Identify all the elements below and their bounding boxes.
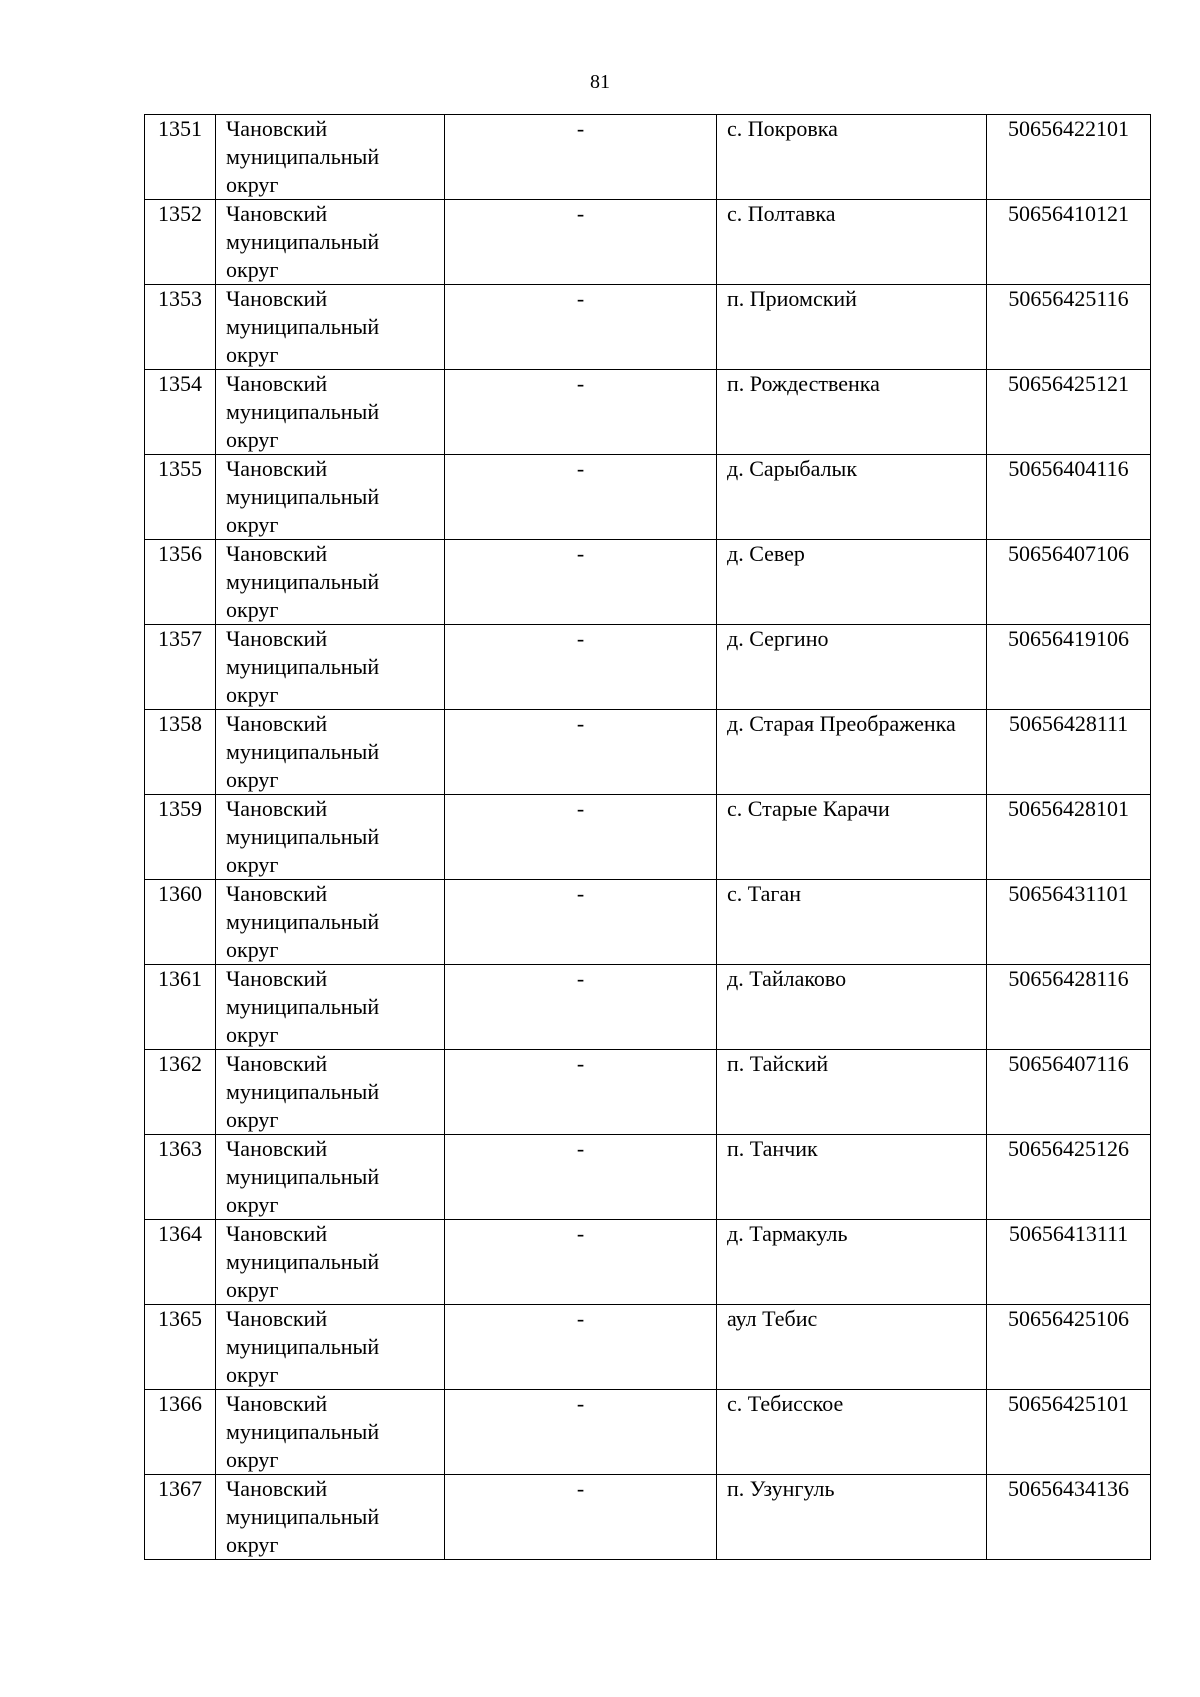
district-cell bbox=[216, 540, 445, 625]
row-number-cell-text: 1359 bbox=[158, 796, 202, 821]
row-number-cell bbox=[145, 965, 216, 1050]
district-cell-text: Чановский муниципальный округ bbox=[226, 881, 380, 962]
row-number-cell bbox=[145, 795, 216, 880]
row-number-cell bbox=[145, 1390, 216, 1475]
code-cell bbox=[987, 1390, 1151, 1475]
code-cell bbox=[987, 370, 1151, 455]
district-cell bbox=[216, 880, 445, 965]
table-row bbox=[145, 115, 1151, 200]
district-cell bbox=[216, 1390, 445, 1475]
table-body bbox=[145, 115, 1151, 1560]
row-number-cell-text: 1358 bbox=[158, 711, 202, 736]
locality-cell-text: д. Старая Преображенка bbox=[727, 711, 956, 736]
dash-cell bbox=[445, 455, 717, 540]
district-cell bbox=[216, 710, 445, 795]
table-row bbox=[145, 1135, 1151, 1220]
code-cell-text: 50656425121 bbox=[1008, 371, 1129, 396]
code-cell bbox=[987, 200, 1151, 285]
code-cell bbox=[987, 795, 1151, 880]
row-number-cell bbox=[145, 115, 216, 200]
district-cell bbox=[216, 1050, 445, 1135]
locality-cell-text: д. Тармакуль bbox=[727, 1221, 848, 1246]
code-cell bbox=[987, 880, 1151, 965]
locality-cell bbox=[717, 200, 987, 285]
row-number-cell bbox=[145, 625, 216, 710]
locality-cell-text: п. Узунгуль bbox=[727, 1476, 835, 1501]
district-cell-text: Чановский муниципальный округ bbox=[226, 1391, 380, 1472]
district-cell bbox=[216, 1305, 445, 1390]
dash-cell bbox=[445, 880, 717, 965]
row-number-cell bbox=[145, 1220, 216, 1305]
dash-cell-text: - bbox=[576, 371, 585, 396]
table-row bbox=[145, 1220, 1151, 1305]
row-number-cell-text: 1352 bbox=[158, 201, 202, 226]
code-cell bbox=[987, 1050, 1151, 1135]
row-number-cell-text: 1360 bbox=[158, 881, 202, 906]
code-cell-text: 50656407106 bbox=[1008, 541, 1129, 566]
district-cell bbox=[216, 455, 445, 540]
dash-cell-text: - bbox=[576, 881, 585, 906]
locality-cell bbox=[717, 965, 987, 1050]
dash-cell-text: - bbox=[576, 1221, 585, 1246]
row-number-cell bbox=[145, 1050, 216, 1135]
code-cell-text: 50656422101 bbox=[1008, 116, 1129, 141]
row-number-cell-text: 1357 bbox=[158, 626, 202, 651]
district-cell bbox=[216, 795, 445, 880]
district-cell bbox=[216, 115, 445, 200]
dash-cell bbox=[445, 370, 717, 455]
code-cell bbox=[987, 1475, 1151, 1560]
row-number-cell-text: 1365 bbox=[158, 1306, 202, 1331]
code-cell-text: 50656428116 bbox=[1008, 966, 1129, 991]
table-row bbox=[145, 1390, 1151, 1475]
code-cell-text: 50656428111 bbox=[1008, 711, 1129, 736]
code-cell bbox=[987, 710, 1151, 795]
dash-cell bbox=[445, 795, 717, 880]
code-cell-text: 50656410121 bbox=[1008, 201, 1129, 226]
locality-cell-text: с. Покровка bbox=[727, 116, 838, 141]
code-cell bbox=[987, 1135, 1151, 1220]
dash-cell bbox=[445, 1305, 717, 1390]
code-cell bbox=[987, 455, 1151, 540]
locality-cell bbox=[717, 540, 987, 625]
table-row bbox=[145, 710, 1151, 795]
dash-cell-text: - bbox=[576, 966, 585, 991]
row-number-cell-text: 1353 bbox=[158, 286, 202, 311]
district-cell-text: Чановский муниципальный округ bbox=[226, 1306, 380, 1387]
dash-cell bbox=[445, 625, 717, 710]
row-number-cell-text: 1367 bbox=[158, 1476, 202, 1501]
row-number-cell-text: 1364 bbox=[158, 1221, 202, 1246]
district-cell-text: Чановский муниципальный округ bbox=[226, 711, 380, 792]
dash-cell bbox=[445, 200, 717, 285]
district-cell bbox=[216, 625, 445, 710]
code-cell-text: 50656425126 bbox=[1008, 1136, 1129, 1161]
district-cell-text: Чановский муниципальный округ bbox=[226, 1136, 380, 1217]
table-row bbox=[145, 370, 1151, 455]
table-row bbox=[145, 1050, 1151, 1135]
dash-cell-text: - bbox=[576, 541, 585, 566]
code-cell bbox=[987, 540, 1151, 625]
dash-cell-text: - bbox=[576, 1391, 585, 1416]
locality-cell bbox=[717, 115, 987, 200]
code-cell-text: 50656434136 bbox=[1008, 1476, 1129, 1501]
locality-cell bbox=[717, 710, 987, 795]
dash-cell bbox=[445, 1390, 717, 1475]
dash-cell bbox=[445, 1475, 717, 1560]
district-cell-text: Чановский муниципальный округ bbox=[226, 456, 380, 537]
locality-cell-text: с. Таган bbox=[727, 881, 801, 906]
table-row bbox=[145, 200, 1151, 285]
locality-cell bbox=[717, 1305, 987, 1390]
district-cell-text: Чановский муниципальный округ bbox=[226, 1221, 380, 1302]
district-cell-text: Чановский муниципальный округ bbox=[226, 796, 380, 877]
code-cell-text: 50656413111 bbox=[1008, 1221, 1129, 1246]
locality-cell-text: д. Север bbox=[727, 541, 805, 566]
dash-cell bbox=[445, 1135, 717, 1220]
row-number-cell bbox=[145, 710, 216, 795]
table-row bbox=[145, 455, 1151, 540]
dash-cell bbox=[445, 540, 717, 625]
code-cell bbox=[987, 1220, 1151, 1305]
locality-cell bbox=[717, 1050, 987, 1135]
locality-cell-text: д. Сергино bbox=[727, 626, 829, 651]
locality-cell bbox=[717, 1475, 987, 1560]
table-row bbox=[145, 795, 1151, 880]
district-cell-text: Чановский муниципальный округ bbox=[226, 286, 380, 367]
code-cell-text: 50656404116 bbox=[1008, 456, 1129, 481]
code-cell bbox=[987, 1305, 1151, 1390]
locality-cell bbox=[717, 455, 987, 540]
district-cell-text: Чановский муниципальный округ bbox=[226, 371, 380, 452]
locality-cell-text: с. Старые Карачи bbox=[727, 796, 890, 821]
row-number-cell bbox=[145, 455, 216, 540]
page-number: 81 bbox=[590, 71, 610, 93]
code-cell bbox=[987, 965, 1151, 1050]
locality-cell bbox=[717, 880, 987, 965]
row-number-cell-text: 1362 bbox=[158, 1051, 202, 1076]
district-cell bbox=[216, 1135, 445, 1220]
row-number-cell bbox=[145, 200, 216, 285]
district-cell-text: Чановский муниципальный округ bbox=[226, 626, 380, 707]
locality-cell bbox=[717, 370, 987, 455]
dash-cell-text: - bbox=[576, 626, 585, 651]
dash-cell bbox=[445, 1220, 717, 1305]
code-cell bbox=[987, 285, 1151, 370]
locality-cell-text: п. Приомский bbox=[727, 286, 857, 311]
dash-cell bbox=[445, 285, 717, 370]
table-row bbox=[145, 965, 1151, 1050]
district-cell bbox=[216, 1475, 445, 1560]
district-cell-text: Чановский муниципальный округ bbox=[226, 966, 380, 1047]
dash-cell-text: - bbox=[576, 116, 585, 141]
district-cell-text: Чановский муниципальный округ bbox=[226, 1051, 380, 1132]
locality-cell bbox=[717, 1135, 987, 1220]
row-number-cell bbox=[145, 1305, 216, 1390]
district-cell-text: Чановский муниципальный округ bbox=[226, 1476, 380, 1557]
locality-cell-text: п. Рождественка bbox=[727, 371, 880, 396]
district-cell bbox=[216, 965, 445, 1050]
locality-cell-text: п. Тайский bbox=[727, 1051, 829, 1076]
locality-cell bbox=[717, 285, 987, 370]
dash-cell-text: - bbox=[576, 456, 585, 481]
row-number-cell bbox=[145, 1475, 216, 1560]
table-row bbox=[145, 1475, 1151, 1560]
dash-cell-text: - bbox=[576, 1136, 585, 1161]
dash-cell bbox=[445, 115, 717, 200]
code-cell-text: 50656419106 bbox=[1008, 626, 1129, 651]
code-cell-text: 50656425116 bbox=[1008, 286, 1129, 311]
district-cell bbox=[216, 285, 445, 370]
code-cell bbox=[987, 115, 1151, 200]
code-cell bbox=[987, 625, 1151, 710]
row-number-cell-text: 1355 bbox=[158, 456, 202, 481]
code-cell-text: 50656431101 bbox=[1008, 881, 1129, 906]
locality-cell-text: д. Сарыбалык bbox=[727, 456, 858, 481]
dash-cell-text: - bbox=[576, 1051, 585, 1076]
row-number-cell bbox=[145, 1135, 216, 1220]
locality-table bbox=[144, 114, 1151, 1560]
locality-cell-text: с. Полтавка bbox=[727, 201, 836, 226]
locality-cell bbox=[717, 1390, 987, 1475]
locality-cell-text: п. Танчик bbox=[727, 1136, 818, 1161]
locality-cell bbox=[717, 1220, 987, 1305]
table-row bbox=[145, 1305, 1151, 1390]
row-number-cell bbox=[145, 285, 216, 370]
row-number-cell-text: 1356 bbox=[158, 541, 202, 566]
table-row bbox=[145, 540, 1151, 625]
district-cell bbox=[216, 200, 445, 285]
code-cell-text: 50656407116 bbox=[1008, 1051, 1129, 1076]
code-cell-text: 50656425101 bbox=[1008, 1391, 1129, 1416]
locality-cell-text: с. Тебисское bbox=[727, 1391, 844, 1416]
dash-cell-text: - bbox=[576, 201, 585, 226]
dash-cell bbox=[445, 965, 717, 1050]
dash-cell-text: - bbox=[576, 286, 585, 311]
district-cell-text: Чановский муниципальный округ bbox=[226, 201, 380, 282]
row-number-cell bbox=[145, 540, 216, 625]
dash-cell-text: - bbox=[576, 796, 585, 821]
district-cell-text: Чановский муниципальный округ bbox=[226, 541, 380, 622]
row-number-cell-text: 1354 bbox=[158, 371, 202, 396]
table-row bbox=[145, 285, 1151, 370]
table-row bbox=[145, 880, 1151, 965]
row-number-cell-text: 1366 bbox=[158, 1391, 202, 1416]
locality-cell bbox=[717, 795, 987, 880]
dash-cell bbox=[445, 1050, 717, 1135]
row-number-cell-text: 1351 bbox=[158, 116, 202, 141]
dash-cell-text: - bbox=[576, 711, 585, 736]
locality-cell-text: д. Тайлаково bbox=[727, 966, 847, 991]
locality-cell-text: аул Тебис bbox=[727, 1306, 818, 1331]
row-number-cell bbox=[145, 370, 216, 455]
row-number-cell-text: 1361 bbox=[158, 966, 202, 991]
code-cell-text: 50656428101 bbox=[1008, 796, 1129, 821]
dash-cell-text: - bbox=[576, 1476, 585, 1501]
dash-cell bbox=[445, 710, 717, 795]
locality-cell bbox=[717, 625, 987, 710]
district-cell-text: Чановский муниципальный округ bbox=[226, 116, 380, 197]
district-cell bbox=[216, 1220, 445, 1305]
row-number-cell bbox=[145, 880, 216, 965]
code-cell-text: 50656425106 bbox=[1008, 1306, 1129, 1331]
district-cell bbox=[216, 370, 445, 455]
table-row bbox=[145, 625, 1151, 710]
row-number-cell-text: 1363 bbox=[158, 1136, 202, 1161]
dash-cell-text: - bbox=[576, 1306, 585, 1331]
